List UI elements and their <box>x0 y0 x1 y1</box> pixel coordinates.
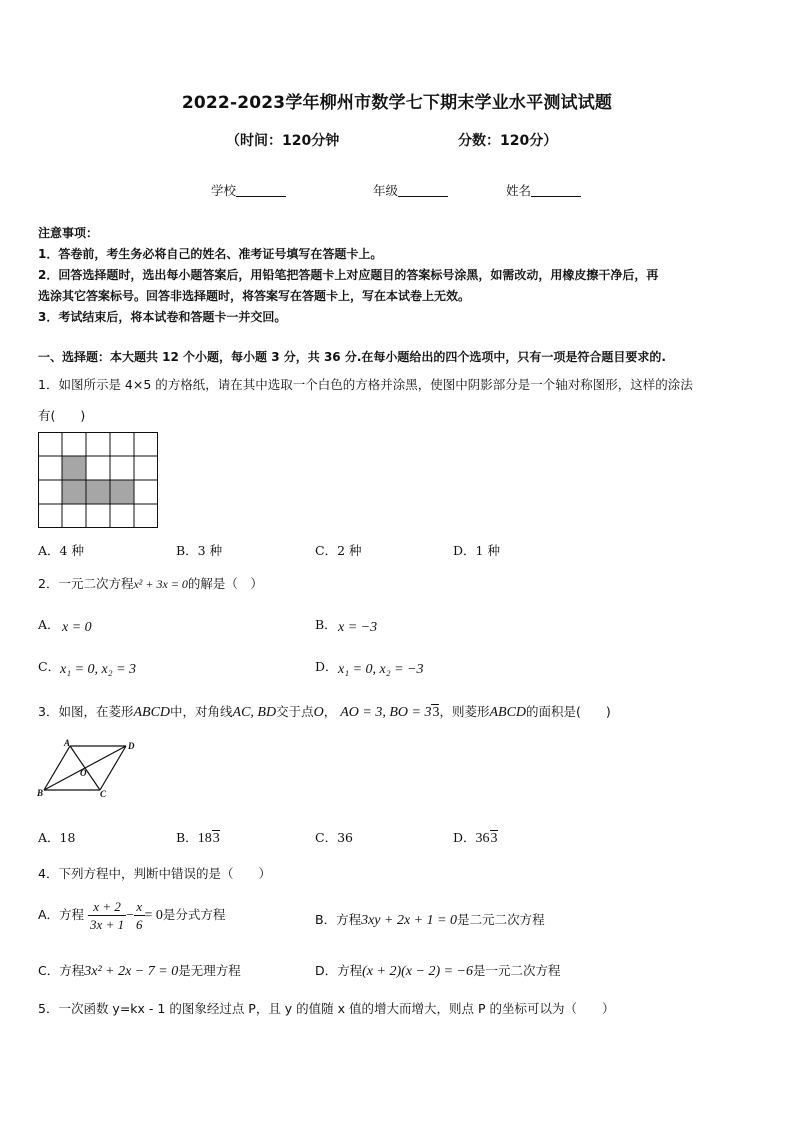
q3-shape-2: ABCD <box>489 705 527 720</box>
grade-blank[interactable] <box>398 184 448 197</box>
q3-option-a[interactable]: A．18 <box>38 830 76 845</box>
q3-radical: 3 <box>432 705 440 720</box>
q3-shape: ABCD <box>133 705 171 720</box>
q4-option-b-text: 是二元二次方程 <box>457 912 545 927</box>
q3-option-d-coef: 36 <box>475 831 490 846</box>
label-d: D <box>128 741 135 751</box>
section-heading: 一、选择题：本大题共 12 个小题，每小题 3 分，共 36 分.在每小题给出的四个选项中，只有一项是符合题目要求的. <box>38 350 666 364</box>
q2-option-b[interactable] <box>315 615 337 633</box>
q3-option-c[interactable]: C．36 <box>315 830 353 845</box>
q2-option-b-label: B． <box>315 617 337 632</box>
q3-mid2: 交于点 <box>276 704 314 719</box>
q4-option-c-text: 是无理方程 <box>178 963 241 978</box>
notice-item-1: 1．答卷前，考生务必将自己的姓名、准考证号填写在答题卡上。 <box>38 247 383 261</box>
q3-option-b-coef: 18 <box>197 831 212 846</box>
notice-item-2: 2．回答选择题时，选出每小题答案后，用铅笔把答题卡上对应题目的答案标号涂黑，如需改动，用橡皮擦干净后，再 <box>38 268 659 282</box>
q2-option-a-value: x = 0 <box>62 620 92 635</box>
school-label: 学校 <box>211 183 237 198</box>
q4-option-b-label: B．方程 <box>315 912 362 927</box>
q1-grid-figure <box>38 432 160 530</box>
q1-option-d[interactable]: D．1 种 <box>453 543 500 558</box>
q2-option-b-value: x = −3 <box>338 620 378 635</box>
exam-score: 分数：120分） <box>458 133 558 149</box>
q2-option-d-label: D． <box>315 659 338 674</box>
q2-option-a[interactable] <box>38 615 60 633</box>
q3-option-b-label: B． <box>176 830 198 845</box>
q1-option-c[interactable]: C．2 种 <box>315 543 362 558</box>
q4-option-d-text: 是一元二次方程 <box>473 963 561 978</box>
q4-fraction-2: $\frac{x}{6}$ <box>136 899 143 932</box>
q3-prefix: 3．如图，在菱形 <box>38 704 134 719</box>
q2-option-d[interactable] <box>315 657 338 675</box>
q4-option-d-label: D．方程 <box>315 963 363 978</box>
q4-option-a-text: 是分式方程 <box>162 907 226 922</box>
page-title: 2022-2023学年柳州市数学七下期末学业水平测试试题 <box>181 93 613 113</box>
q2-option-c-label: C． <box>38 659 61 674</box>
q3-option-d-radical: 3 <box>490 831 498 846</box>
q2-option-a-label: A． <box>38 617 60 632</box>
q2-prefix: 2．一元二次方程 <box>38 576 134 591</box>
q4-option-a[interactable]: A．方程 $\frac{x + 2}{3x + 1}$ − $\frac{x}{6}$ = 0是分式方程 <box>38 899 226 932</box>
q4-option-d-eq: (x + 2)(x − 2) = −6 <box>362 964 474 979</box>
q3-stem: 3．如图，在菱形ABCD中，对角线AC, BD交于点O， AO = 3, BO = 33，则菱形ABCD的面积是( ) <box>38 704 611 720</box>
q4-stem: 4．下列方程中，判断中错误的是（ ） <box>38 866 271 881</box>
q3-mid1: 中，对角线 <box>170 704 233 719</box>
q4-option-a-tail: = 0 <box>144 908 163 923</box>
q1-option-b[interactable]: B．3 种 <box>176 543 223 558</box>
q4-option-c-label: C．方程 <box>38 963 85 978</box>
label-a: A <box>64 738 71 748</box>
q4-fraction-1: $\frac{x + 2}{3x + 1}$ <box>90 899 125 932</box>
q2-option-c[interactable] <box>38 657 60 675</box>
q3-diagonals: AC, BD <box>232 705 277 720</box>
q3-condition: AO = 3, BO = 3 <box>340 705 432 720</box>
q3-option-d-label: D． <box>453 830 476 845</box>
q1-stem: 1．如图所示是 4×5 的方格纸，请在其中选取一个白色的方格并涂黑，使图中阴影部分是一个轴对称图形，这样的涂法 <box>38 377 693 392</box>
name-label: 姓名 <box>506 183 532 198</box>
q3-suffix: 的面积是( ) <box>526 704 611 719</box>
school-field[interactable] <box>211 181 286 199</box>
label-b: B <box>37 788 44 798</box>
shaded-cell <box>110 480 134 504</box>
school-blank[interactable] <box>236 184 286 197</box>
q3-rhombus-figure <box>36 738 146 800</box>
name-blank[interactable] <box>531 184 581 197</box>
q4-option-b[interactable] <box>315 910 545 929</box>
q4-option-d[interactable] <box>315 961 561 980</box>
exam-time: （时间：120分钟 <box>226 133 340 149</box>
q2-stem <box>38 574 263 592</box>
q3-option-b-radical: 3 <box>212 831 220 846</box>
q1-stem-cont: 有( ) <box>38 408 86 423</box>
shaded-cell <box>86 480 110 504</box>
q4-option-c-eq: 3x² + 2x − 7 = 0 <box>84 964 179 979</box>
label-o: O <box>80 768 87 778</box>
notice-heading: 注意事项： <box>38 226 99 240</box>
q2-option-c-value: x₁ = 0, x₂ = 3 <box>60 662 137 677</box>
q3-mid3: ，则菱形 <box>439 704 490 719</box>
notice-item-2-cont: 选涂其它答案标号。回答非选择题时，将答案写在答题卡上，写在本试卷上无效。 <box>38 289 471 303</box>
q4-option-b-eq: 3xy + 2x + 1 = 0 <box>361 913 458 928</box>
grade-field[interactable] <box>373 181 448 199</box>
name-field[interactable] <box>506 181 581 199</box>
shaded-cell <box>62 456 86 480</box>
q3-option-d[interactable] <box>453 828 498 847</box>
q3-option-b[interactable] <box>176 828 220 847</box>
label-c: C <box>100 789 107 799</box>
notice-item-3: 3．考试结束后，将本试卷和答题卡一并交回。 <box>38 310 287 324</box>
shaded-cell <box>62 480 86 504</box>
q2-option-d-value: x₁ = 0, x₂ = −3 <box>338 662 424 677</box>
q5-stem: 5．一次函数 y=kx - 1 的图象经过点 P，且 y 的值随 x 值的增大而增大，则点 P 的坐标可以为（ ） <box>38 1001 615 1016</box>
q2-suffix: 的解是（ ） <box>187 576 263 591</box>
q4-option-c[interactable] <box>38 961 241 980</box>
q2-equation: x² + 3x = 0 <box>133 577 188 591</box>
q3-point: O <box>313 705 324 720</box>
grade-label: 年级 <box>373 183 399 198</box>
q4-option-a-label: A．方程 <box>38 907 85 922</box>
q1-option-a[interactable]: A．4 种 <box>38 543 84 558</box>
